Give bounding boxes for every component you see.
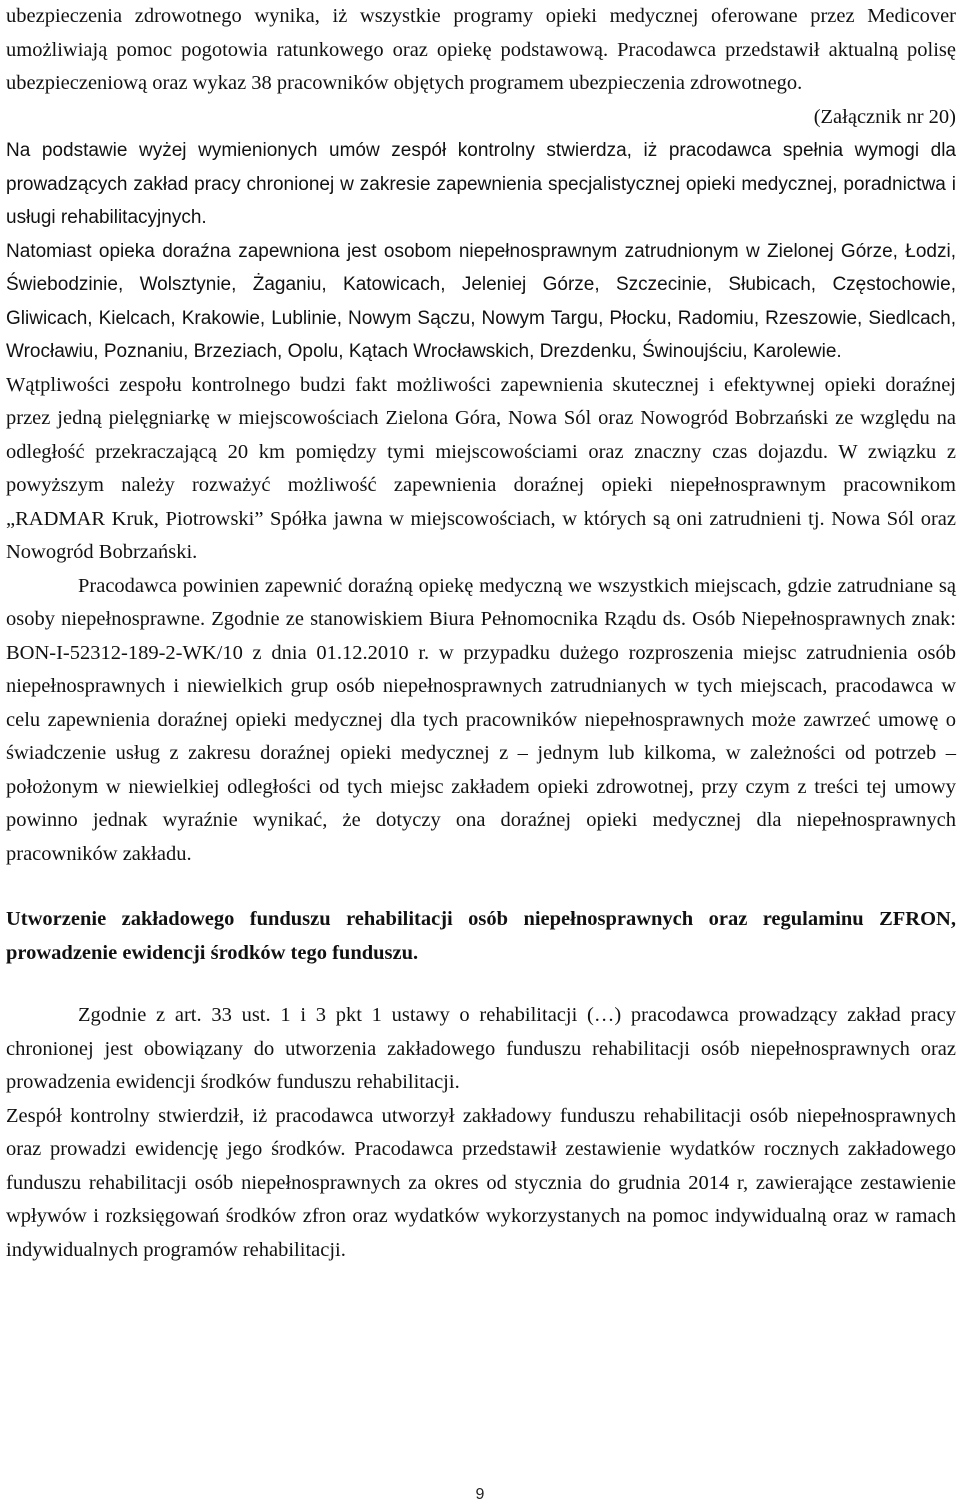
paragraph-employer-obligation: Pracodawca powinien zapewnić doraźną opiekę medyczną we wszystkich miejscach, gdzie zatrudniane są osoby niepełnosprawne. Zgodnie ze stanowiskiem Biura Pełnomocnika Rządu ds. Osób Niepełnosprawnych znak: BON-I-52312-189-2-WK/10 z dnia 01.12.2010 r. w przypadku dużego rozproszenia miejsc zatrudnienia osób niepełnosprawnych i niewielkich grup osób niepełnosprawnych zatrudnianych w tych miejscach, pracodawca w celu zapewnienia doraźnej opieki medycznej dla tych pracowników niepełnosprawnych może zawrzeć umowę o świadczenie usług z zakresu doraźnej opieki medycznej z – jednym lub kilkoma, w zależności od potrzeb – położonym w niewielkiej odległości od tych miejsc zakładem opieki zdrowotnej, przy czym z treści tej umowy powinno jednak wyraźnie wynikać, że dotyczy ona doraźnej opieki medycznej dla niepełnosprawnych pracowników zakładu. [6,574,956,865]
paragraph-insurance: ubezpieczenia zdrowotnego wynika, iż wszystkie programy opieki medycznej oferowane przez Medicover umożliwiają pomoc pogotowia ratunkowego oraz opiekę podstawową. Pracodawca przedstawił aktualną polisę ubezpieczeniową oraz wykaz 38 pracowników objętych programem ubezpieczenia zdrowotnego. [6,5,956,94]
paragraph-conclusion: Na podstawie wyżej wymienionych umów zespół kontrolny stwierdza, iż pracodawca spełnia wymogi dla prowadzących zakład pracy chronionej w zakresie zapewnienia specjalistycznej opieki medycznej, poradnictwa i usługi rehabilitacyjnych. [6,140,956,228]
section-heading: Utworzenie zakładowego funduszu rehabilitacji osób niepełnosprawnych oraz regulaminu ZFRON, prowadzenie ewidencji środków tego funduszu. [6,908,956,964]
attachment-reference: (Załącznik nr 20) [813,105,956,128]
paragraph-locations: Natomiast opieka doraźna zapewniona jest osobom niepełnosprawnym zatrudnionym w Zielonej Górze, Łodzi, Świebodzinie, Wolsztynie, Żaganiu, Katowicach, Jeleniej Górze, Szczecinie, Słubicach, Częstochowie, Gliwicach, Kielcach, Krakowie, Lublinie, Nowym Sączu, Nowym Targu, Płocku, Radomiu, Rzeszowie, Siedlcach, Wrocławiu, Poznaniu, Brzeziach, Opolu, Kątach Wrocławskich, Drezdenku, Świnoujściu, Karolewie. [6,240,956,362]
paragraph-doubts: Wątpliwości zespołu kontrolnego budzi fakt możliwości zapewnienia skutecznej i efektywnej opieki doraźnej przez jedną pielęgniarkę w miejscowościach Zielona Góra, Nowa Sól oraz Nowogród Bobrzański ze względu na odległość przekraczającą 20 km pomiędzy tymi miejscowościami oraz znaczny czas dojazdu. W związku z powyższym należy rozważyć możliwość zapewnienia doraźnej opieki niepełnosprawnym pracownikom „RADMAR Kruk, Piotrowski” Spółka jawna w miejscowościach, w których są oni zatrudnieni tj. Nowa Sól oraz Nowogród Bobrzański. [6,373,956,563]
paragraph-legal-basis: Zgodnie z art. 33 ust. 1 i 3 pkt 1 ustawy o rehabilitacji (…) pracodawca prowadzący zakład pracy chronionej jest obowiązany do utworzenia zakładowego funduszu rehabilitacji osób niepełnosprawnych oraz prowadzenia ewidencji środków funduszu rehabilitacji. [6,1004,956,1093]
page-number: 9 [475,1486,485,1503]
paragraph-findings: Zespół kontrolny stwierdził, iż pracodawca utworzył zakładowy funduszu rehabilitacji osób niepełnosprawnych oraz prowadzi ewidencję jego środków. Pracodawca przedstawił zestawienie wydatków rocznych zakładowego funduszu rehabilitacji osób niepełnosprawnych za okres od stycznia do grudnia 2014 r, zawierające zestawienie wpływów i rozksięgowań środków zfron oraz wydatków wykorzystanych na pomoc indywidualną oraz w ramach indywidualnych programów rehabilitacji. [6,1104,956,1261]
document-page [6,0,956,1267]
